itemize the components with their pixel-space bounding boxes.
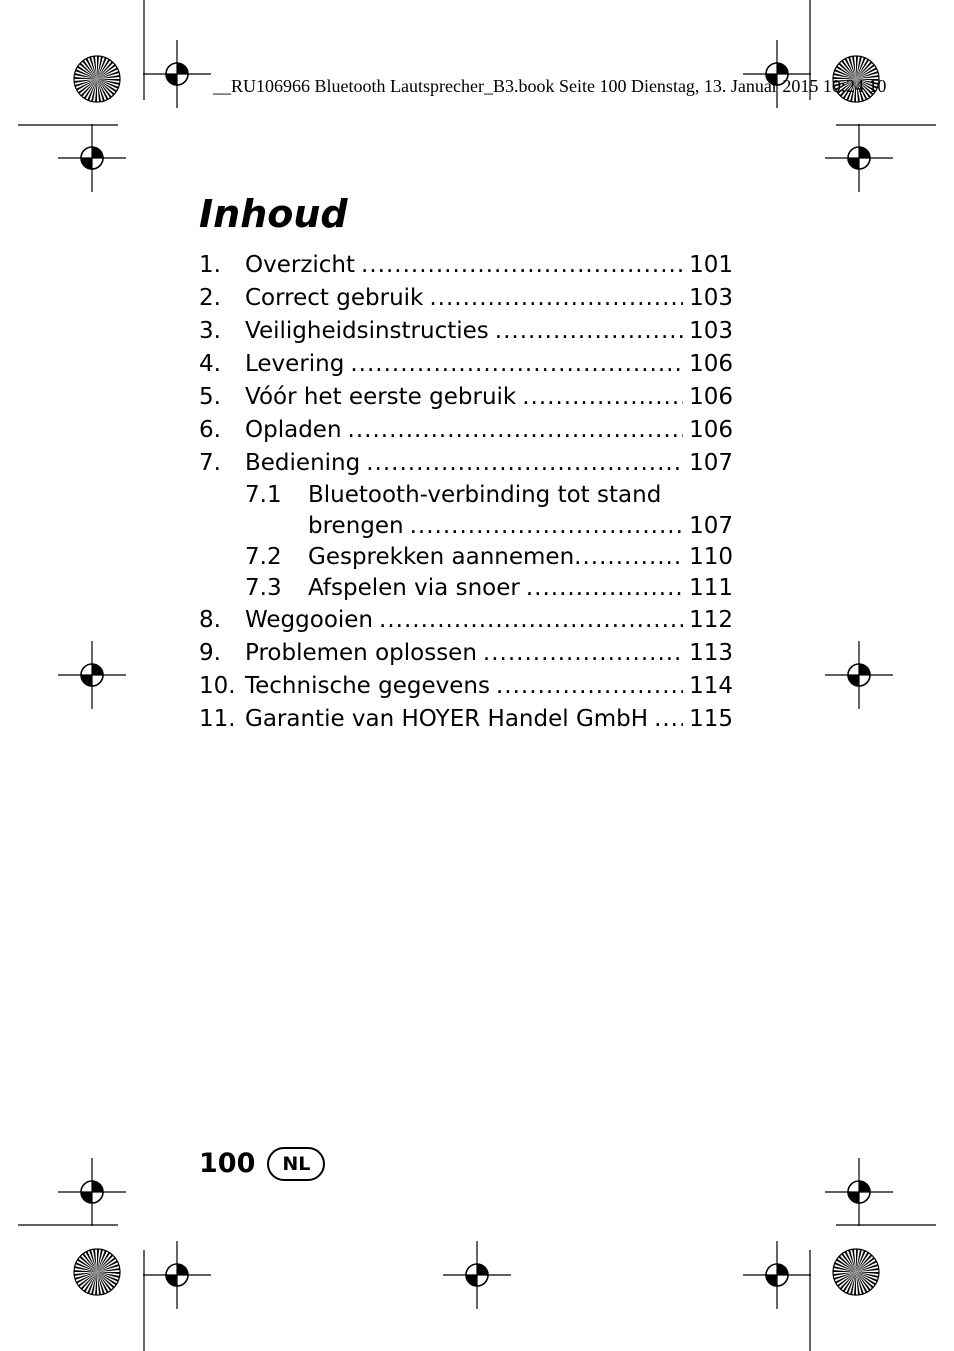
- toc-entry-7-2: [199, 542, 733, 573]
- toc-entry-page: 103: [689, 285, 733, 311]
- toc-dot-leader: [379, 604, 683, 637]
- toc-entry-number: 4.: [199, 351, 221, 377]
- toc-entry-9: [199, 637, 733, 670]
- print-header-line: [213, 73, 953, 99]
- page-title: Inhoud: [199, 192, 348, 236]
- toc-dot-leader: [496, 670, 683, 703]
- toc-entry-7: [199, 447, 733, 480]
- registration-target-icon: [825, 1158, 893, 1226]
- toc-entry-2: [199, 282, 733, 315]
- toc-entry-label: Levering: [245, 351, 345, 377]
- toc-entry-label: Overzicht: [245, 252, 356, 278]
- toc-entry-page: 115: [689, 706, 733, 732]
- toc-entry-page: 113: [689, 640, 733, 666]
- toc-entry-11: [199, 703, 733, 736]
- toc-entry-7-1-continued: [199, 511, 733, 542]
- toc-entry-page: 110: [689, 544, 733, 570]
- toc-entry-label: Vóór het eerste gebruik: [245, 384, 517, 410]
- toc-dot-leader: [654, 703, 683, 736]
- print-header-text: __RU106966 Bluetooth Lautsprecher_B3.book Seite 100 Dienstag, 13. Januar 2015 10:24 10: [213, 76, 887, 96]
- registration-target-icon: [143, 1241, 211, 1309]
- toc-dot-leader: [495, 315, 683, 348]
- toc-entry-number: 7.1: [245, 482, 282, 508]
- toc-entry-8: [199, 604, 733, 637]
- toc-dot-leader: [350, 348, 683, 381]
- toc-dot-leader: [574, 542, 683, 573]
- registration-target-icon: [743, 1241, 811, 1309]
- toc-entry-page: 114: [689, 673, 733, 699]
- toc-entry-number: 10.: [199, 673, 236, 699]
- registration-target-icon: [58, 1158, 126, 1226]
- toc-entry-label: Garantie van HOYER Handel GmbH: [245, 706, 649, 732]
- toc-dot-leader: [361, 249, 683, 282]
- toc-entry-label: Problemen oplossen: [245, 640, 477, 666]
- toc-entry-label: Gesprekken aannemen: [308, 544, 575, 570]
- toc-dot-leader: [483, 637, 683, 670]
- toc-entry-number: 7.2: [245, 544, 282, 570]
- color-starburst-icon: [74, 1249, 120, 1295]
- toc-entry-label-continued: brengen: [308, 513, 404, 539]
- page-number: 100: [199, 1148, 256, 1179]
- registration-target-icon: [825, 124, 893, 192]
- toc-entry-number: 5.: [199, 384, 221, 410]
- registration-target-icon: [143, 40, 211, 108]
- toc-dot-leader: [348, 414, 684, 447]
- language-badge: NL: [267, 1147, 325, 1181]
- toc-entry-number: 1.: [199, 252, 221, 278]
- table-of-contents: [199, 249, 733, 736]
- toc-entry-page: 103: [689, 318, 733, 344]
- registration-target-icon: [443, 1241, 511, 1309]
- toc-entry-number: 9.: [199, 640, 221, 666]
- toc-entry-page: 106: [689, 417, 733, 443]
- toc-entry-label: Weggooien: [245, 607, 374, 633]
- toc-entry-number: 11.: [199, 706, 236, 732]
- toc-entry-number: 6.: [199, 417, 221, 443]
- toc-entry-number: 2.: [199, 285, 221, 311]
- toc-entry-label: Bluetooth-verbinding tot stand: [308, 482, 662, 508]
- toc-entry-10: [199, 670, 733, 703]
- toc-entry-1: [199, 249, 733, 282]
- toc-dot-leader: [522, 381, 683, 414]
- toc-entry-5: [199, 381, 733, 414]
- toc-entry-label: Afspelen via snoer: [308, 575, 520, 601]
- toc-entry-number: 7.3: [245, 575, 282, 601]
- toc-entry-7-3: [199, 573, 733, 604]
- toc-entry-4: [199, 348, 733, 381]
- toc-dot-leader: [410, 511, 683, 542]
- toc-entry-number: 8.: [199, 607, 221, 633]
- toc-dot-leader: [366, 447, 683, 480]
- toc-entry-page: 106: [689, 384, 733, 410]
- toc-entry-label: Opladen: [245, 417, 342, 443]
- toc-entry-page: 101: [689, 252, 733, 278]
- page-footer: [199, 1144, 325, 1184]
- toc-dot-leader: [526, 573, 683, 604]
- toc-entry-label: Correct gebruik: [245, 285, 424, 311]
- registration-target-icon: [58, 641, 126, 709]
- toc-entry-3: [199, 315, 733, 348]
- toc-entry-number: 7.: [199, 450, 221, 476]
- toc-entry-7-1: [199, 480, 733, 511]
- color-starburst-icon: [74, 56, 120, 102]
- color-starburst-icon: [833, 1249, 879, 1295]
- toc-entry-page: 112: [689, 607, 733, 633]
- toc-entry-page: 107: [689, 450, 733, 476]
- toc-entry-page: 106: [689, 351, 733, 377]
- toc-entry-number: 3.: [199, 318, 221, 344]
- toc-entry-label: Bediening: [245, 450, 361, 476]
- toc-dot-leader: [429, 282, 683, 315]
- toc-entry-6: [199, 414, 733, 447]
- registration-target-icon: [825, 641, 893, 709]
- toc-entry-label: Veiligheidsinstructies: [245, 318, 489, 344]
- toc-entry-page: 107: [689, 513, 733, 539]
- registration-target-icon: [58, 124, 126, 192]
- toc-entry-label: Technische gegevens: [245, 673, 490, 699]
- toc-entry-page: 111: [689, 575, 733, 601]
